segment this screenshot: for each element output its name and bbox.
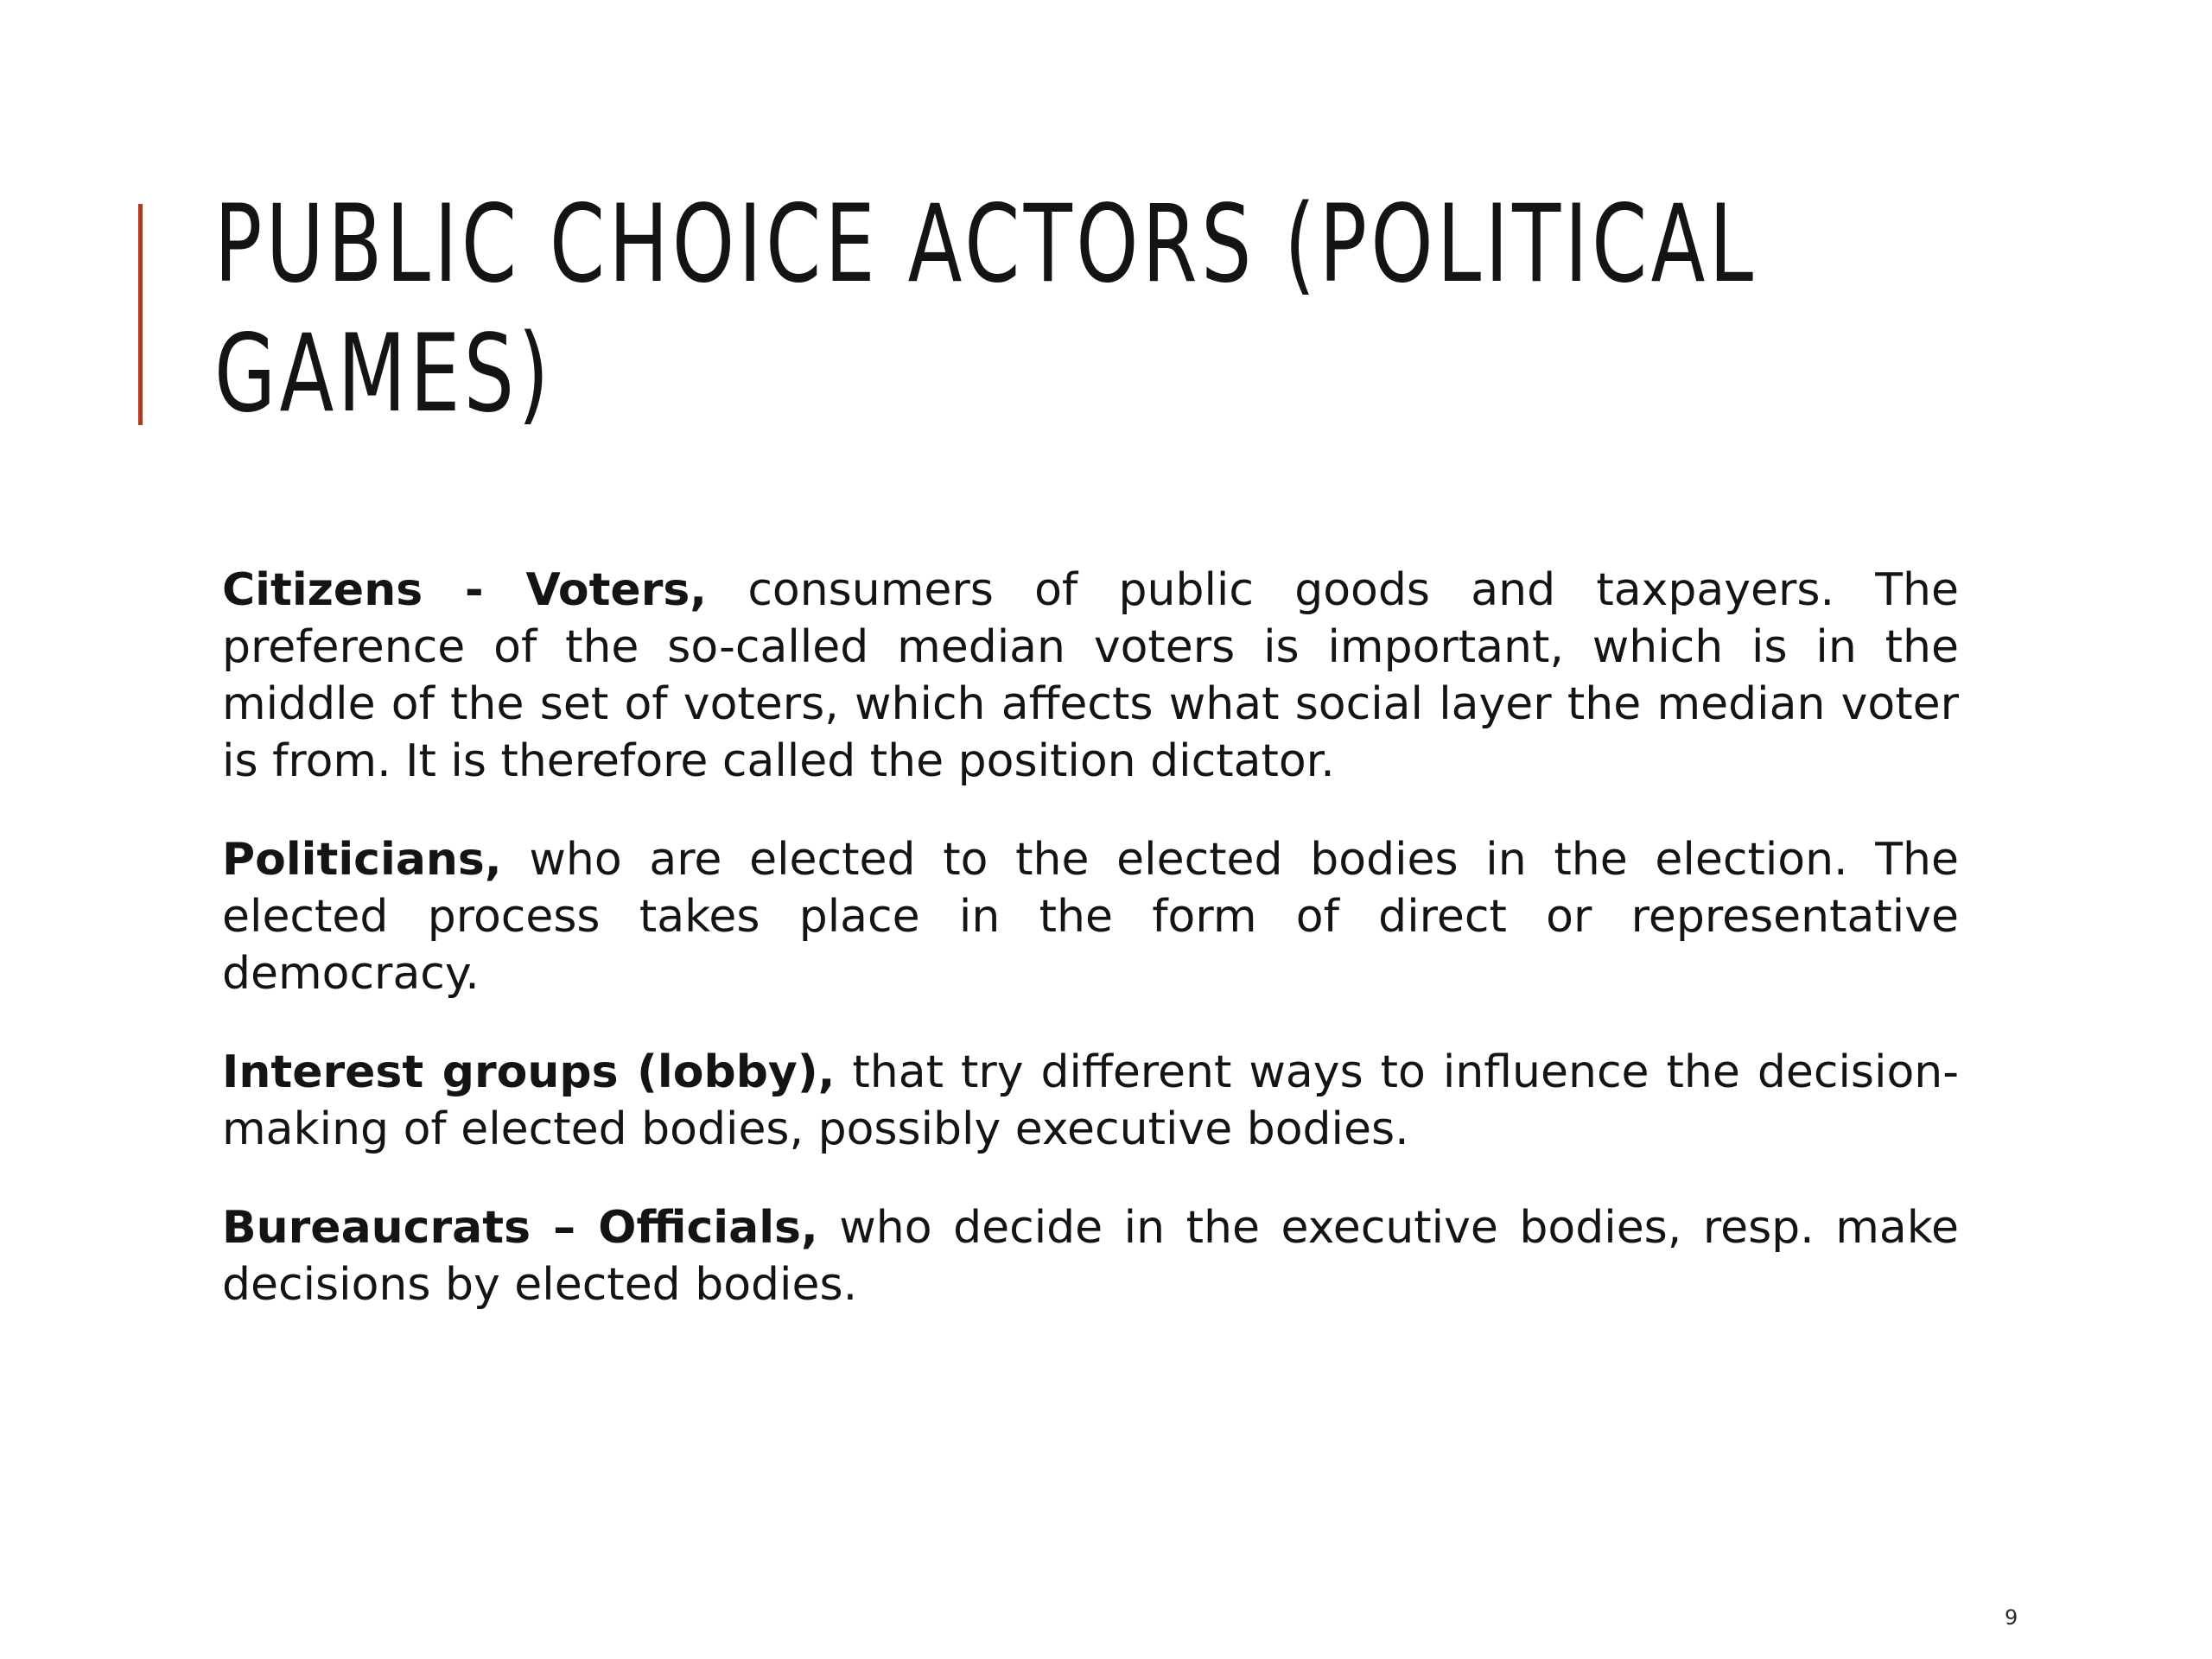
paragraph-interest-groups — [222, 1044, 1959, 1158]
slide-title-line-1: PUBLIC CHOICE ACTORS (POLITICAL — [214, 182, 1758, 307]
page-number: 9 — [2005, 1605, 2018, 1630]
paragraph-politicians — [222, 831, 1959, 1002]
term-interest-groups: Interest groups (lobby), — [222, 1046, 836, 1098]
term-citizens-voters: Citizens - Voters, — [222, 564, 708, 616]
slide-title — [214, 180, 1813, 439]
description-bureaucrats: who decide in the executive bodies, resp. make decisions by elected bodies. — [222, 1202, 1959, 1311]
description-politicians: who are elected to the elected bodies in the election. The elected process takes place in the form of direct or representative democracy. — [222, 834, 1959, 1000]
slide-body — [222, 562, 1959, 1355]
term-bureaucrats: Bureaucrats – Officials, — [222, 1202, 818, 1254]
title-accent-bar — [138, 204, 143, 425]
paragraph-bureaucrats — [222, 1199, 1959, 1313]
slide-title-line-2: GAMES) — [214, 312, 553, 436]
description-interest-groups: that try different ways to influence the decision-making of elected bodies, possibly executive bodies. — [222, 1046, 1960, 1155]
description-citizens-voters: consumers of public goods and taxpayers. The preference of the so-called median voters is important, which is in the middle of the set of voters, which affects what social layer the median voter is from. It is therefore called the position dictator. — [222, 564, 1959, 787]
paragraph-citizens-voters — [222, 562, 1959, 790]
term-politicians: Politicians, — [222, 834, 502, 886]
